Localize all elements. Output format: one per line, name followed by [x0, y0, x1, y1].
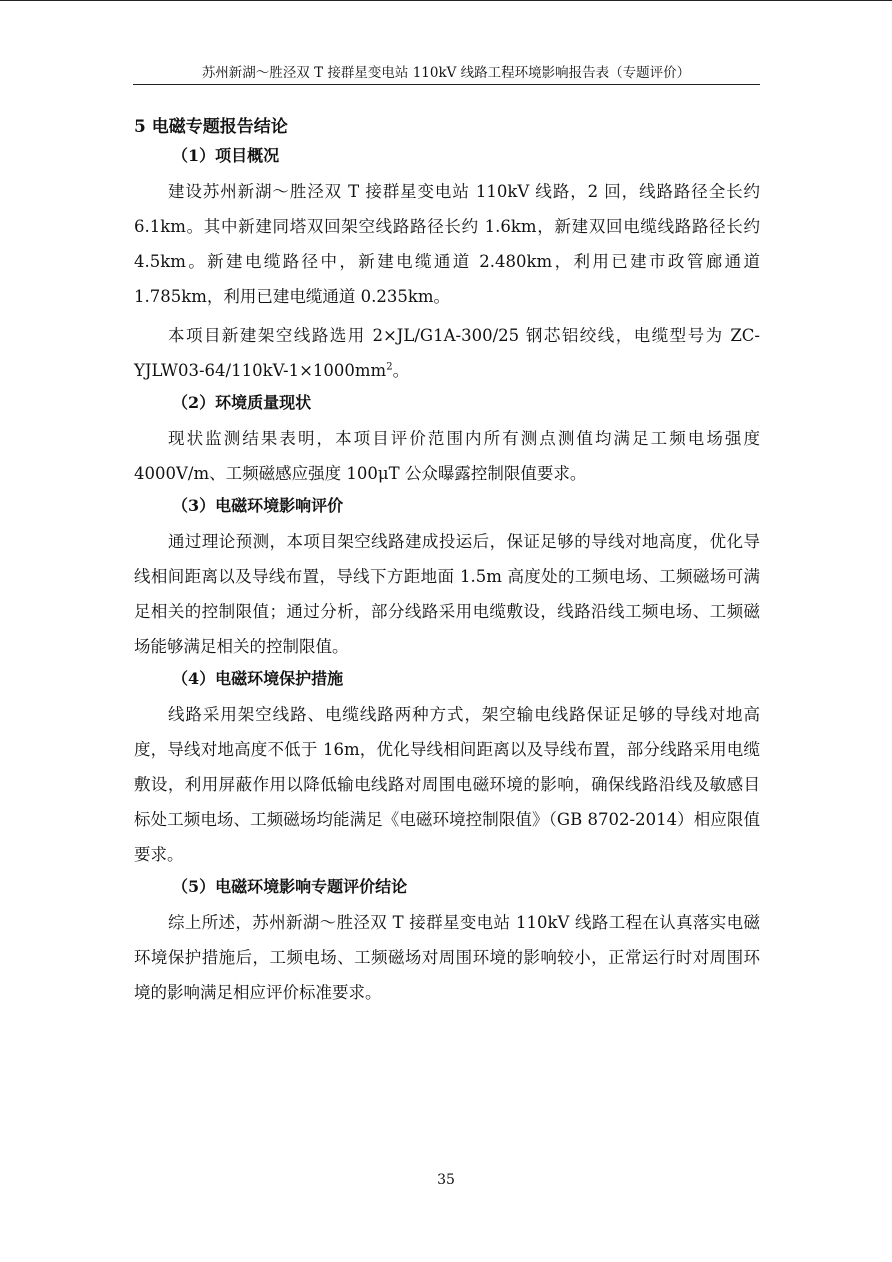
page-number: 35 — [437, 1172, 455, 1188]
header-rule — [133, 84, 760, 85]
main-content — [134, 113, 760, 1010]
paragraph-overview-conductor — [134, 318, 760, 388]
top-border-line — [0, 0, 892, 1]
subsection-heading-measures: （4）电磁环境保护措施 — [172, 669, 344, 688]
subsection-heading-conclusion: （5）电磁环境影响专题评价结论 — [172, 877, 408, 896]
subsection-heading-quality: （2）环境质量现状 — [172, 393, 312, 412]
conductor-text-end: 。 — [392, 361, 410, 380]
paragraph-measures: 线路采用架空线路、电缆线路两种方式，架空输电线路保证足够的导线对地高度，导线对地高度不低于 16m，优化导线相间距离以及导线布置，部分线路采用电缆敷设，利用屏蔽作用以降低输电线路对周围电磁环境的影响，确保线路沿线及敏感目标处工频电场、工频磁场均能满足《电磁环境控制限值》（GB 8702-2014）相应限值要求。 — [134, 705, 760, 864]
unit-superscript: 2 — [386, 361, 393, 373]
page-header: 苏州新湖～胜泾双 T 接群星变电站 110kV 线路工程环境影响报告表（专题评价） — [201, 65, 691, 81]
paragraph-quality: 现状监测结果表明，本项目评价范围内所有测点测值均满足工频电场强度 4000V/m、工频磁感应强度 100μT 公众曝露控制限值要求。 — [134, 429, 760, 483]
paragraph-impact: 通过理论预测，本项目架空线路建成投运后，保证足够的导线对地高度，优化导线相间距离以及导线布置，导线下方距地面 1.5m 高度处的工频电场、工频磁场可满足相关的控制限值；通过分析，部分线路采用电缆敷设，线路沿线工频电场、工频磁场能够满足相关的控制限值。 — [134, 532, 760, 656]
subsection-heading-overview: （1）项目概况 — [172, 146, 280, 165]
conductor-text: 本项目新建架空线路选用 2×JL/G1A-300/25 钢芯铝绞线，电缆型号为 ZC-YJLW03-64/110kV-1×1000mm — [134, 326, 760, 380]
subsection-heading-impact: （3）电磁环境影响评价 — [172, 496, 344, 515]
paragraph-overview-route: 建设苏州新湖～胜泾双 T 接群星变电站 110kV 线路，2 回，线路路径全长约 6.1km。其中新建同塔双回架空线路路径长约 1.6km，新建双回电缆线路路径长约 4.5km。新建电缆路径中，新建电缆通道 2.480km，利用已建市政管廊通道 1.785km，利用已建电缆通道 0.235km。 — [134, 182, 760, 306]
section-title: 5 电磁专题报告结论 — [134, 117, 288, 137]
paragraph-conclusion: 综上所述，苏州新湖～胜泾双 T 接群星变电站 110kV 线路工程在认真落实电磁环境保护措施后，工频电场、工频磁场对周围环境的影响较小，正常运行时对周围环境的影响满足相应评价标准要求。 — [134, 913, 760, 1002]
